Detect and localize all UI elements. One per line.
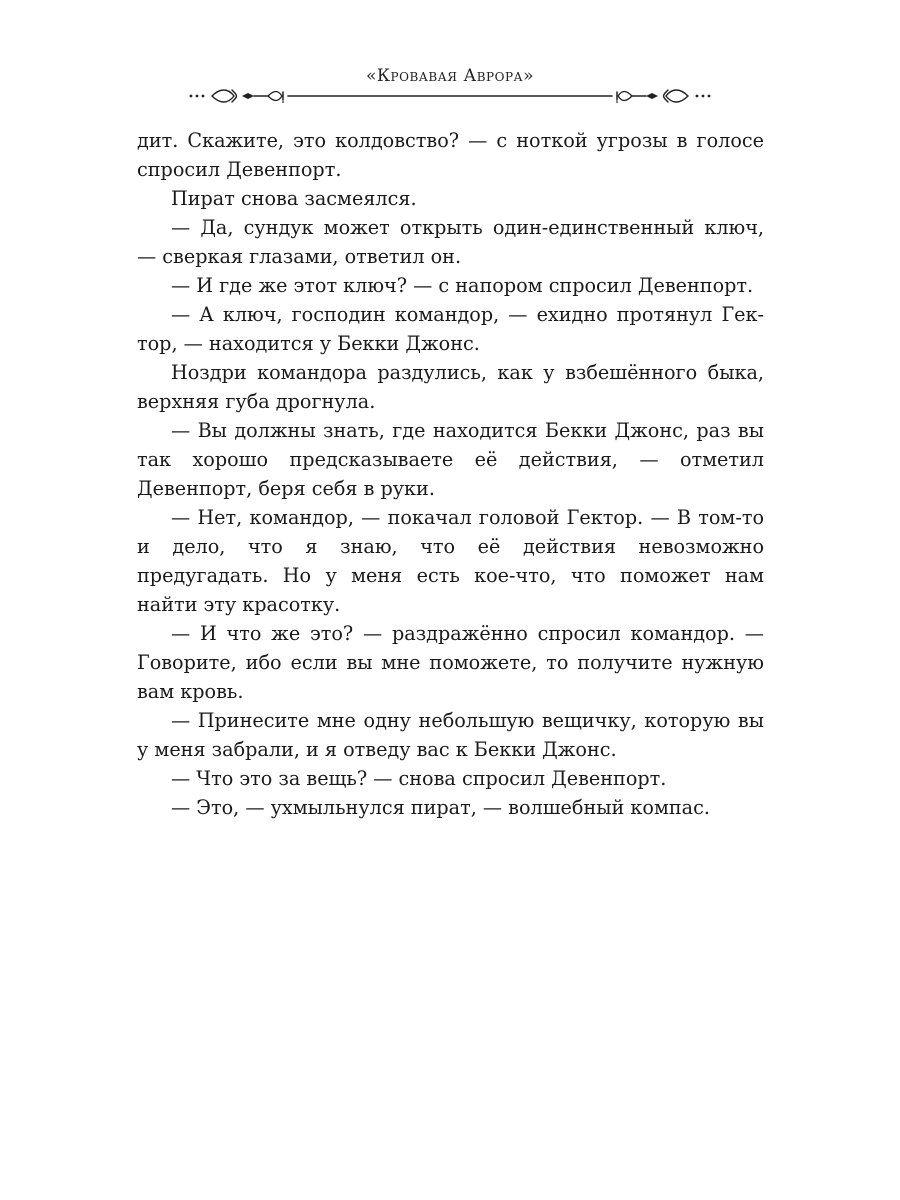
paragraph: — И что же это? — раздражённо спросил командор. — Говорите, ибо если вы мне поможете, то получите нужную вам кровь. <box>137 622 764 703</box>
paragraph: — И где же этот ключ? — с напором спросил Девенпорт. <box>171 274 754 297</box>
paragraph: — Нет, командор, — покачал головой Гектор. — В том-то и дело, что я знаю, что её действия невозможно предугадать. Но у меня есть кое-что, что поможет нам найти эту красотку. <box>137 506 764 616</box>
paragraph: — Что это за вещь? — снова спросил Девенпорт. <box>171 767 667 790</box>
paragraph: — Это, — ухмыльнулся пират, — волшебный компас. <box>171 796 710 819</box>
paragraph: — А ключ, господин командор, — ехидно протянул Гектор, — находится у Бекки Джонс. <box>137 303 764 355</box>
paragraph: дит. Скажите, это колдовство? — с ноткой угрозы в голосе спросил Девенпорт. <box>137 129 764 181</box>
body-text <box>137 126 764 822</box>
paragraph: Ноздри командора раздулись, как у взбешённого быка, верхняя губа дрогнула. <box>137 361 764 413</box>
ornament-rule <box>188 84 712 108</box>
paragraph: — Да, сундук может открыть один-единственный ключ, — сверкая глазами, ответил он. <box>137 216 764 268</box>
paragraph: Пират снова засмеялся. <box>171 187 417 210</box>
paragraph: — Принесите мне одну небольшую вещичку, которую вы у меня забрали, и я отведу вас к Бекки Джонс. <box>137 709 764 761</box>
paragraph: — Вы должны знать, где находится Бекки Джонс, раз вы так хорошо предсказываете её действия, — отметил Девенпорт, беря себя в руки. <box>137 419 764 500</box>
running-title: «Кровавая Аврора» <box>365 66 535 86</box>
